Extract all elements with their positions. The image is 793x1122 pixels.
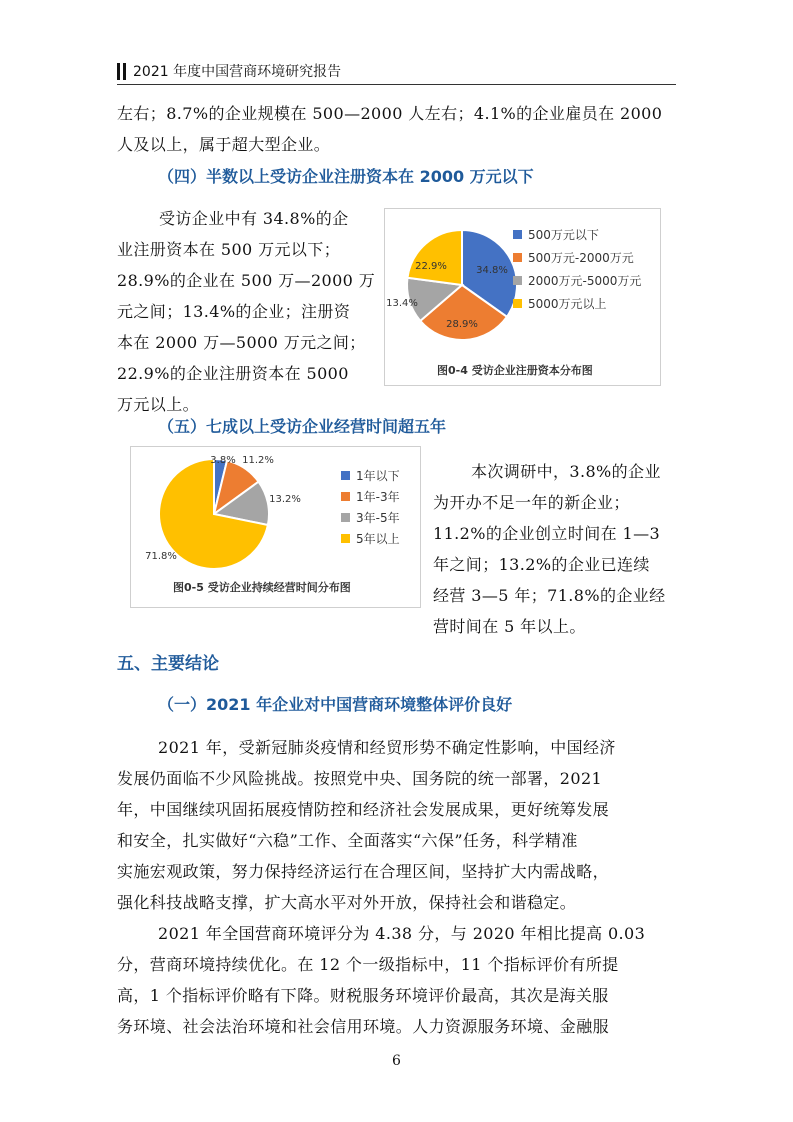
legend-swatch (341, 492, 350, 501)
legend-swatch (513, 253, 522, 262)
subsection-heading-1: （一）2021 年企业对中国营商环境整体评价良好 (158, 695, 513, 714)
pie-data-label: 3.8% (210, 455, 236, 466)
pie-data-label: 28.9% (446, 319, 478, 330)
paragraph-line: 为开办不足一年的新企业； (433, 493, 630, 512)
header-bar-mark (123, 63, 126, 80)
legend-item: 2000万元-5000万元 (513, 269, 641, 292)
legend-item: 3年-5年 (341, 507, 400, 528)
running-header-title: 2021 年度中国营商环境研究报告 (133, 64, 342, 80)
section-heading-4: （四）半数以上受访企业注册资本在 2000 万元以下 (158, 167, 534, 186)
paragraph-line: 高，1 个指标评价略有下降。财税服务环境评价最高，其次是海关服 (117, 986, 609, 1005)
paragraph-line: 经营 3—5 年；71.8%的企业经 (433, 586, 666, 605)
chart-caption: 图0-5 受访企业持续经营时间分布图 (173, 581, 351, 594)
paragraph-line: 分，营商环境持续优化。在 12 个一级指标中，11 个指标评价有所提 (117, 955, 619, 974)
paragraph-line: 实施宏观政策，努力保持经济运行在合理区间，坚持扩大内需战略， (117, 862, 610, 881)
legend-swatch (513, 276, 522, 285)
header-divider (117, 84, 676, 85)
pie-data-label: 34.8% (476, 265, 508, 276)
paragraph-line: 强化科技战略支撑，扩大高水平对外开放，保持社会和谐稳定。 (117, 893, 577, 912)
paragraph-line: 元之间；13.4%的企业；注册资 (117, 302, 351, 321)
pie-data-label: 71.8% (145, 551, 177, 562)
page-number: 6 (392, 1053, 401, 1069)
chart-legend (513, 223, 641, 315)
chart-legend (341, 465, 400, 549)
chart-caption: 图0-4 受访企业注册资本分布图 (437, 364, 593, 377)
paragraph-line: 和安全，扎实做好“六稳”工作、全面落实“六保”任务，科学精准 (117, 831, 578, 850)
paragraph-line: 受访企业中有 34.8%的企 (159, 209, 349, 228)
legend-swatch (513, 299, 522, 308)
legend-item: 5年以上 (341, 528, 400, 549)
main-section-heading: 五、主要结论 (117, 654, 219, 674)
paragraph-line: 营时间在 5 年以上。 (433, 617, 586, 636)
paragraph-line: 左右；8.7%的企业规模在 500—2000 人左右；4.1%的企业雇员在 2000 (117, 104, 663, 123)
pie-slice (407, 230, 462, 285)
legend-item: 500万元以下 (513, 223, 641, 246)
legend-item: 500万元-2000万元 (513, 246, 641, 269)
paragraph-line: 务环境、社会法治环境和社会信用环境。人力资源服务环境、金融服 (117, 1017, 610, 1036)
paragraph-line: 业注册资本在 500 万元以下； (117, 240, 341, 259)
paragraph-line: 年之间；13.2%的企业已连续 (433, 555, 650, 574)
paragraph-line: 22.9%的企业注册资本在 5000 (117, 364, 349, 383)
paragraph-line: 万元以上。 (117, 395, 200, 414)
pie-data-label: 13.4% (386, 298, 418, 309)
paragraph-line: 人及以上，属于超大型企业。 (117, 135, 331, 154)
header-bar-mark (117, 63, 120, 80)
pie-data-label: 13.2% (269, 494, 301, 505)
paragraph-line: 28.9%的企业在 500 万—2000 万 (117, 271, 376, 290)
legend-swatch (513, 230, 522, 239)
legend-swatch (341, 471, 350, 480)
pie-data-label: 22.9% (415, 261, 447, 272)
paragraph-line: 本次调研中，3.8%的企业 (471, 462, 661, 481)
legend-item: 1年以下 (341, 465, 400, 486)
legend-swatch (341, 513, 350, 522)
legend-item: 1年-3年 (341, 486, 400, 507)
chart-operating-years (130, 446, 421, 608)
legend-item: 5000万元以上 (513, 292, 641, 315)
paragraph-line: 本在 2000 万—5000 万元之间； (117, 333, 366, 352)
legend-swatch (341, 534, 350, 543)
paragraph-line: 发展仍面临不少风险挑战。按照党中央、国务院的统一部署，2021 (117, 769, 603, 788)
chart-registered-capital (384, 208, 661, 386)
paragraph-line: 年，中国继续巩固拓展疫情防控和经济社会发展成果，更好统筹发展 (117, 800, 610, 819)
paragraph-line: 2021 年，受新冠肺炎疫情和经贸形势不确定性影响，中国经济 (158, 738, 616, 757)
section-heading-5: （五）七成以上受访企业经营时间超五年 (158, 417, 447, 436)
pie-data-label: 11.2% (242, 455, 274, 466)
paragraph-line: 2021 年全国营商环境评分为 4.38 分，与 2020 年相比提高 0.03 (158, 924, 646, 943)
paragraph-line: 11.2%的企业创立时间在 1—3 (433, 524, 661, 543)
